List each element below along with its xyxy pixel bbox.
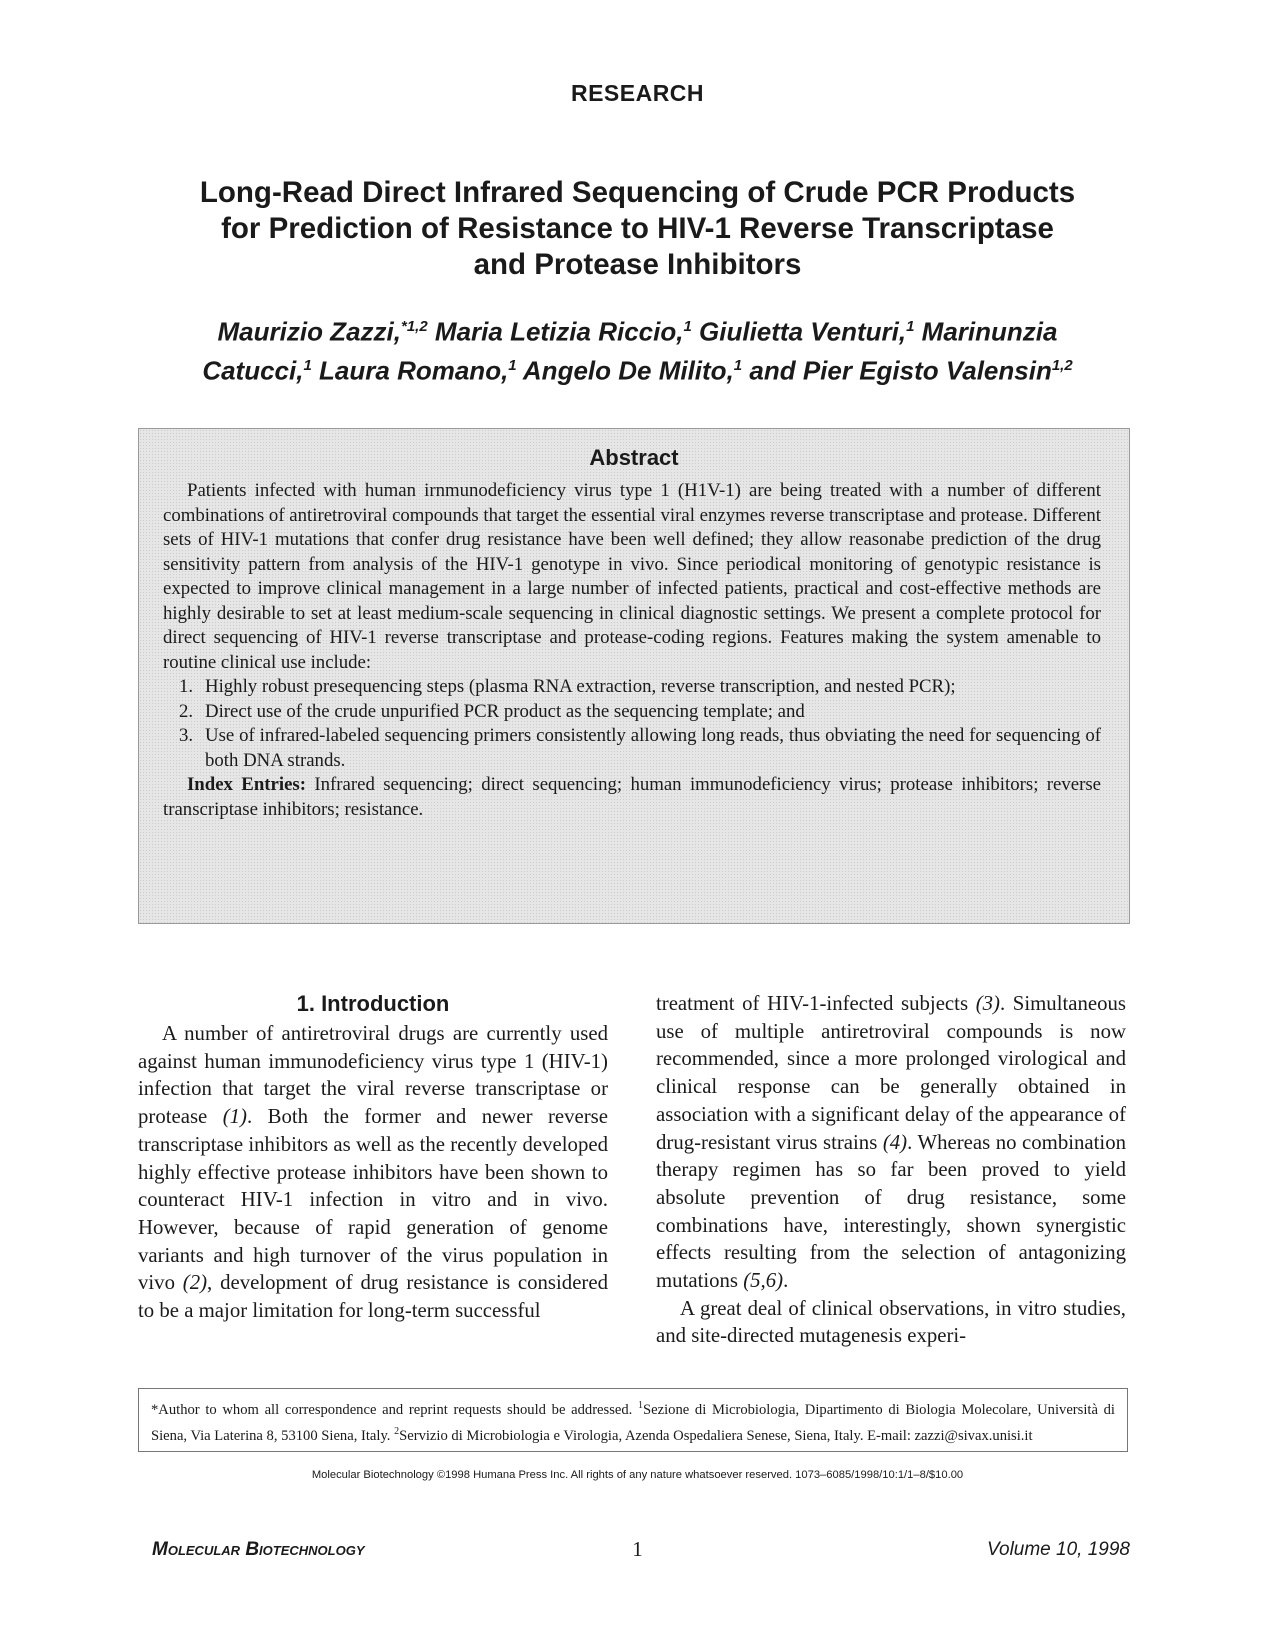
title-line: and Protease Inhibitors	[473, 248, 802, 281]
citation: (3)	[975, 992, 1000, 1015]
citation: (2)	[182, 1271, 208, 1295]
author-affiliation: 1	[906, 318, 915, 335]
author-name: Giulietta Venturi,	[699, 316, 907, 347]
citation: (4)	[882, 1130, 908, 1154]
author-list	[150, 310, 1125, 387]
list-number: 1.	[179, 676, 194, 697]
volume-info: Volume 10, 1998	[987, 1539, 1130, 1560]
citation: (5,6)	[743, 1269, 784, 1293]
article-title	[150, 175, 1125, 283]
abstract-box	[138, 428, 1130, 924]
list-text: Direct use of the crude unpurified PCR product as the sequencing template; and	[205, 700, 805, 722]
intro-paragraph: A great deal of clinical observations, in vitro studies, and site-directed mutagenesis experi-	[656, 1296, 1126, 1348]
author-name: Maria Letizia Riccio,	[434, 316, 684, 347]
list-number: 3.	[179, 725, 194, 746]
author-affiliation: 1	[303, 356, 312, 374]
author-affiliation: 1	[683, 318, 692, 335]
left-column	[138, 990, 608, 1325]
list-text: Use of infrared-labeled sequencing primers consistently allowing long reads, thus obviating the need for sequencing of both DNA strands.	[205, 725, 1101, 771]
author-line	[150, 349, 1125, 388]
abstract-paragraph: Patients infected with human irnmunodeficiency virus type 1 (H1V-1) are being treated with a number of different combinations of antiretroviral compounds that target the essential viral enzymes reverse transcriptase and protease. Different sets of HIV-1 mutations that confer drug resistance have been well defined; they allow reasonabe prediction of the drug sensitivity pattern from analysis of the HIV-1 genotype in vivo. Since periodical monitoring of genotypic resistance is expected to improve clinical management in a large number of infected patients, practical and cost-effective methods are highly desirable to set at least medium-scale sequencing in clinical diagnostic settings. We present a complete protocol for direct sequencing of HIV-1 reverse transcriptase and protease-coding regions. Features making the system amenable to routine clinical use include:	[163, 480, 1101, 673]
author-name: and Pier Egisto Valensin	[749, 355, 1052, 386]
affiliation-marker: 2	[394, 1425, 400, 1437]
author-name: Catucci,	[202, 355, 304, 386]
list-item	[163, 724, 1101, 773]
author-affiliation: *1,2	[400, 318, 428, 335]
list-item	[163, 700, 1101, 725]
affiliation-marker: 1	[638, 1400, 644, 1411]
page-number: 1	[632, 1537, 643, 1561]
author-affiliation: 1	[508, 356, 517, 374]
author-name: Maurizio Zazzi,	[217, 316, 401, 347]
journal-name: Molecular Biotechnology	[152, 1539, 365, 1560]
list-number: 2.	[179, 700, 194, 722]
intro-paragraph: treatment of HIV-1-infected subjects (3). Simultaneous use of multiple antiretroviral compounds is now recommended, since a more prolonged virological and clinical response can be generally obtained in association with a significant delay of the appearance of drug-resistant virus strains (4). Whereas no combination therapy regimen has so far been proved to yield absolute prevention of drug resistance, some combinations have, interestingly, shown synergistic effects resulting from the selection of antagonizing mutations (5,6).	[656, 992, 1127, 1293]
author-name: Angelo De Milito,	[522, 355, 734, 386]
index-entries-label: Index Entries:	[187, 774, 306, 795]
author-affiliation: 1,2	[1051, 356, 1073, 374]
abstract-feature-list	[163, 675, 1101, 773]
title-line: Long-Read Direct Infrared Sequencing of Crude PCR Products	[199, 176, 1076, 209]
author-name: Laura Romano,	[319, 355, 509, 386]
index-entries	[163, 773, 1101, 822]
intro-paragraph: A number of antiretroviral drugs are currently used against human immunodeficiency virus type 1 (HIV-1) infection that target the viral reverse transcriptase or protease (1). Both the former and newer reverse transcriptase inhibitors as well as the recently developed highly effective protease inhibitors have been shown to counteract HIV-1 infection in vitro and in vivo. However, because of rapid generation of genome variants and high turnover of the virus population in vivo (2), development of drug resistance is considered to be a major limitation for long-term successful	[138, 1022, 608, 1323]
copyright-line: Molecular Biotechnology ©1998 Humana Press Inc. All rights of any nature whatsoever reserved. 1073–6085/1998/10:1/1–8/$10.00	[311, 1469, 964, 1481]
list-text: Highly robust presequencing steps (plasma RNA extraction, reverse transcription, and nested PCR);	[205, 676, 956, 697]
author-name: Marinunzia	[921, 316, 1058, 347]
section-label: RESEARCH	[570, 80, 705, 106]
index-entries-text: Infrared sequencing; direct sequencing; human immunodeficiency virus; protease inhibitors; reverse transcriptase inhibitors; resistance.	[163, 774, 1102, 820]
list-item	[163, 675, 1101, 700]
author-line	[150, 310, 1125, 349]
introduction-heading: 1. Introduction	[296, 991, 450, 1016]
abstract-heading: Abstract	[589, 445, 679, 470]
abstract-body	[163, 479, 1101, 822]
title-line: for Prediction of Resistance to HIV-1 Reverse Transcriptase	[221, 212, 1054, 245]
author-affiliation: 1	[733, 356, 743, 374]
citation: (1)	[222, 1105, 247, 1129]
author-footnote: *Author to whom all correspondence and reprint requests should be addressed. $^1$Sezione di Microbiologia, Dipartimento di Biologia Molecolare, Università di Siena, Via Laterina 8, 53100 Siena, Italy. $^2$Servizio di Microbiologia e Virologia, Azenda Ospedaliera Senese, Siena, Italy. E-mail: zazzi@sivax.unisi.it	[138, 1388, 1128, 1452]
right-column	[656, 990, 1126, 1350]
